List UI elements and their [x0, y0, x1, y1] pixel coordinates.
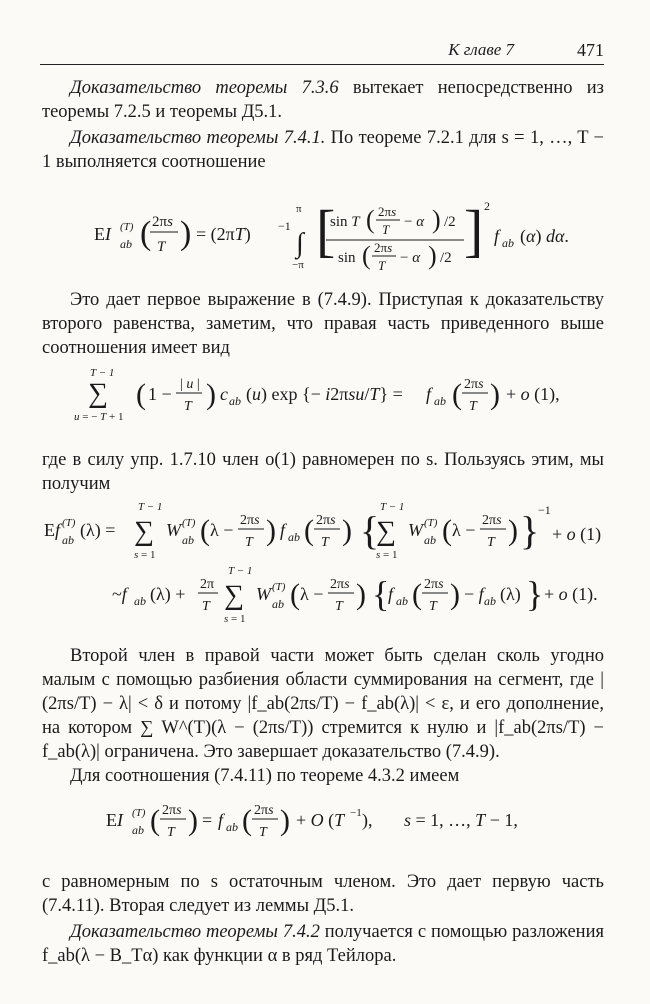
svg-text:2πs: 2πs — [424, 577, 444, 592]
page-number: 471 — [577, 40, 604, 60]
paragraph-proof-7-3-6 — [42, 76, 604, 124]
svg-text:(: ( — [366, 205, 375, 234]
proof-heading-7-3-6: Доказательство теоремы 7.3.6 — [70, 78, 339, 98]
svg-text:sin T: sin T — [330, 214, 360, 230]
svg-text:}: } — [520, 508, 540, 553]
svg-text:s = 1: s = 1 — [376, 549, 398, 561]
paragraph-uniform-remainder: с равномерным по s остаточным членом. Это дает первую часть (7.4.11). Вторая следует из леммы Д5.1. — [42, 872, 604, 916]
svg-text:T: T — [245, 535, 253, 550]
svg-text:(: ( — [200, 514, 210, 547]
svg-text:| u |: | u | — [180, 377, 200, 392]
svg-text:): ) — [490, 378, 500, 411]
svg-text:+ O (T: + O (T — [296, 810, 345, 830]
svg-text:T − 1: T − 1 — [138, 501, 163, 513]
svg-text:2πs: 2πs — [378, 204, 397, 219]
svg-text:∑: ∑ — [376, 516, 396, 547]
svg-text:(: ( — [452, 378, 462, 411]
svg-text:f: f — [218, 810, 224, 830]
svg-text:T: T — [469, 399, 477, 414]
svg-text:s = 1: s = 1 — [134, 549, 156, 561]
svg-text:T: T — [378, 258, 386, 272]
svg-text:): ) — [342, 514, 352, 547]
svg-text:2πs: 2πs — [316, 513, 336, 528]
paragraph-text: получается с помощью разложения f_ab(λ − B_Tα) как функции α в ряд Тейлора. — [42, 922, 604, 966]
svg-text:W: W — [166, 520, 181, 540]
svg-text:(T): (T) — [272, 581, 286, 593]
svg-text:): ) — [206, 378, 216, 411]
svg-text:s = 1, …, T − 1,: s = 1, …, T − 1, — [404, 810, 518, 830]
svg-text:f: f — [388, 584, 394, 604]
svg-text:(λ) +: (λ) + — [150, 584, 186, 604]
svg-text:/2: /2 — [444, 214, 456, 230]
svg-text:+ o (1): + o (1) — [552, 524, 602, 544]
svg-text:λ −: λ − — [452, 520, 476, 540]
equation-expected-periodogram — [60, 196, 600, 272]
svg-text:∑: ∑ — [224, 580, 244, 611]
svg-text:f: f — [280, 520, 286, 540]
svg-text:ab: ab — [132, 823, 144, 837]
svg-text:): ) — [428, 241, 437, 270]
svg-text:(: ( — [290, 578, 300, 611]
svg-text:−1: −1 — [278, 219, 291, 233]
svg-text:− f: − f — [464, 584, 484, 604]
svg-text:∑: ∑ — [88, 378, 108, 409]
svg-text:): ) — [266, 514, 276, 547]
svg-text:(α) dα.: (α) dα. — [520, 226, 569, 246]
svg-text:T: T — [167, 825, 175, 840]
equation-f4-render — [60, 794, 600, 850]
svg-text:− α: − α — [404, 214, 425, 230]
svg-text:2πs: 2πs — [374, 240, 393, 255]
svg-text:2πs: 2πs — [254, 803, 274, 818]
svg-text:{: { — [372, 574, 390, 614]
svg-text:(λ): (λ) — [500, 584, 521, 604]
svg-text:(: ( — [136, 378, 146, 411]
svg-text:W: W — [256, 584, 271, 604]
svg-text:u = − T + 1: u = − T + 1 — [74, 411, 124, 423]
svg-text:): ) — [356, 578, 366, 611]
svg-text:T: T — [157, 239, 166, 255]
svg-text:= (2πT): = (2πT) — [196, 224, 251, 244]
svg-text:1 −: 1 − — [148, 384, 172, 404]
svg-text:(T): (T) — [62, 517, 76, 529]
svg-text:∑: ∑ — [134, 516, 154, 547]
svg-text:− α: − α — [400, 250, 421, 266]
svg-text:~f: ~f — [112, 584, 127, 604]
svg-text:2πs: 2πs — [152, 214, 173, 230]
paragraph-first-expression: Это дает первое выражение в (7.4.9). Приступая к доказательству второго равенства, заметим, что правая часть приведенного выше соотношения имеет вид — [42, 290, 604, 358]
svg-text:(T): (T) — [132, 807, 146, 819]
svg-text:W: W — [408, 520, 423, 540]
paragraph-proof-7-4-1 — [42, 126, 604, 174]
proof-heading-7-4-1: Доказательство теоремы 7.4.1. — [70, 128, 326, 148]
svg-text:T: T — [382, 222, 390, 237]
equation-periodogram-limit — [60, 794, 600, 850]
page-header — [40, 36, 604, 65]
svg-text:s = 1: s = 1 — [224, 613, 246, 625]
svg-text:ab: ab — [434, 394, 446, 408]
equation-f2-render — [60, 362, 600, 424]
svg-text:∫: ∫ — [296, 228, 304, 259]
svg-text:2πs: 2πs — [240, 513, 260, 528]
paragraph-text: вытекает непосредственно из теоремы 7.2.5 и теоремы Д5.1. — [42, 78, 604, 122]
svg-text:ab: ab — [424, 533, 436, 547]
svg-text:[: [ — [316, 198, 336, 263]
svg-text:ab: ab — [62, 533, 74, 547]
svg-text:T: T — [429, 599, 437, 614]
svg-text:(T): (T) — [182, 517, 196, 529]
svg-text:sin: sin — [338, 250, 356, 266]
svg-text:ab: ab — [229, 394, 241, 408]
svg-text:): ) — [280, 804, 290, 837]
svg-text:c: c — [220, 384, 228, 404]
svg-text:): ) — [432, 205, 441, 234]
svg-text:}: } — [526, 574, 544, 614]
svg-text:): ) — [180, 215, 192, 252]
svg-text:ab: ab — [502, 236, 514, 250]
paragraph-second-term: Второй член в правой части может быть сделан сколь угодно малым с помощью разбиения области суммирования на сегмент, где |(2πs/T) − λ| < δ и потому |f_ab(2πs/T) − f_ab(λ)| < ε, и его дополнение, на котором ∑ W^(T)(λ − (2πs/T)) стремится к нулю и |f_ab(2πs/T) − f_ab(λ)| ограничена. Это завершает доказательство (7.4.9). — [42, 646, 604, 762]
svg-text:(: ( — [362, 241, 371, 270]
svg-text:T: T — [487, 535, 495, 550]
svg-text:): ) — [450, 578, 460, 611]
svg-text:T: T — [184, 399, 192, 414]
svg-text:(: ( — [304, 514, 314, 547]
svg-text:f: f — [494, 226, 500, 246]
svg-text:ab: ab — [484, 594, 496, 608]
svg-text:/2: /2 — [440, 250, 452, 266]
svg-text:(T): (T) — [120, 221, 134, 233]
svg-text:T − 1: T − 1 — [90, 367, 115, 379]
svg-text:ab: ab — [272, 597, 284, 611]
svg-text:(λ) =: (λ) = — [80, 520, 116, 540]
svg-text:T: T — [335, 599, 343, 614]
svg-text:(T): (T) — [424, 517, 438, 529]
svg-text:2: 2 — [484, 199, 490, 213]
svg-text:+ o (1).: + o (1). — [544, 584, 598, 604]
svg-text:ab: ab — [182, 533, 194, 547]
svg-text:{: { — [360, 508, 380, 553]
equation-f3-render — [42, 500, 606, 634]
equation-covariance-sum — [60, 362, 600, 424]
svg-text:λ −: λ − — [300, 584, 324, 604]
svg-text:−1: −1 — [350, 807, 362, 819]
paragraph-uniform-term: где в силу упр. 1.7.10 член o(1) равномерен по s. Пользуясь этим, мы получим — [42, 450, 604, 494]
svg-text:=: = — [202, 810, 213, 830]
svg-text:ab: ab — [120, 237, 132, 251]
svg-text:]: ] — [464, 198, 484, 263]
svg-text:EI: EI — [94, 224, 111, 244]
svg-text:T − 1: T − 1 — [228, 565, 253, 577]
svg-text:T: T — [321, 535, 329, 550]
svg-text:EI: EI — [106, 810, 123, 830]
svg-text:(: ( — [242, 804, 252, 837]
svg-text:(u) exp {− i2πsu/T} =: (u) exp {− i2πsu/T} = — [246, 384, 403, 404]
svg-text:Ef: Ef — [44, 520, 61, 540]
svg-text:−1: −1 — [538, 503, 551, 517]
svg-text:+ o (1),: + o (1), — [506, 384, 560, 404]
svg-text:2π: 2π — [200, 577, 215, 592]
svg-text:T: T — [259, 825, 267, 840]
svg-text:(: ( — [150, 804, 160, 837]
svg-text:ab: ab — [134, 594, 146, 608]
svg-text:2πs: 2πs — [464, 377, 484, 392]
svg-text:ab: ab — [226, 820, 238, 834]
svg-text:(: ( — [412, 578, 422, 611]
svg-text:π: π — [296, 203, 302, 215]
svg-text:T − 1: T − 1 — [380, 501, 405, 513]
svg-text:): ) — [508, 514, 518, 547]
equation-f1-render — [60, 196, 600, 272]
svg-text:),: ), — [362, 810, 373, 830]
svg-text:): ) — [188, 804, 198, 837]
svg-text:f: f — [426, 384, 432, 404]
svg-text:λ −: λ − — [210, 520, 234, 540]
equation-expected-spectral-estimate — [42, 500, 606, 634]
svg-text:2πs: 2πs — [330, 577, 350, 592]
svg-text:(: ( — [442, 514, 452, 547]
svg-text:−π: −π — [292, 259, 304, 271]
svg-text:(: ( — [140, 215, 152, 252]
proof-heading-7-4-2: Доказательство теоремы 7.4.2 — [70, 922, 320, 942]
running-title: К главе 7 — [448, 40, 514, 59]
svg-text:2πs: 2πs — [162, 803, 182, 818]
svg-text:ab: ab — [396, 594, 408, 608]
paragraph-relation-7-4-11: Для соотношения (7.4.11) по теореме 4.3.2 имеем — [70, 766, 460, 786]
paragraph-proof-7-4-2 — [42, 920, 604, 968]
svg-text:ab: ab — [288, 530, 300, 544]
svg-text:2πs: 2πs — [482, 513, 502, 528]
paragraph-text: По теореме 7.2.1 для s = 1, …, T − 1 выполняется соотношение — [42, 128, 604, 172]
svg-text:T: T — [202, 599, 210, 614]
